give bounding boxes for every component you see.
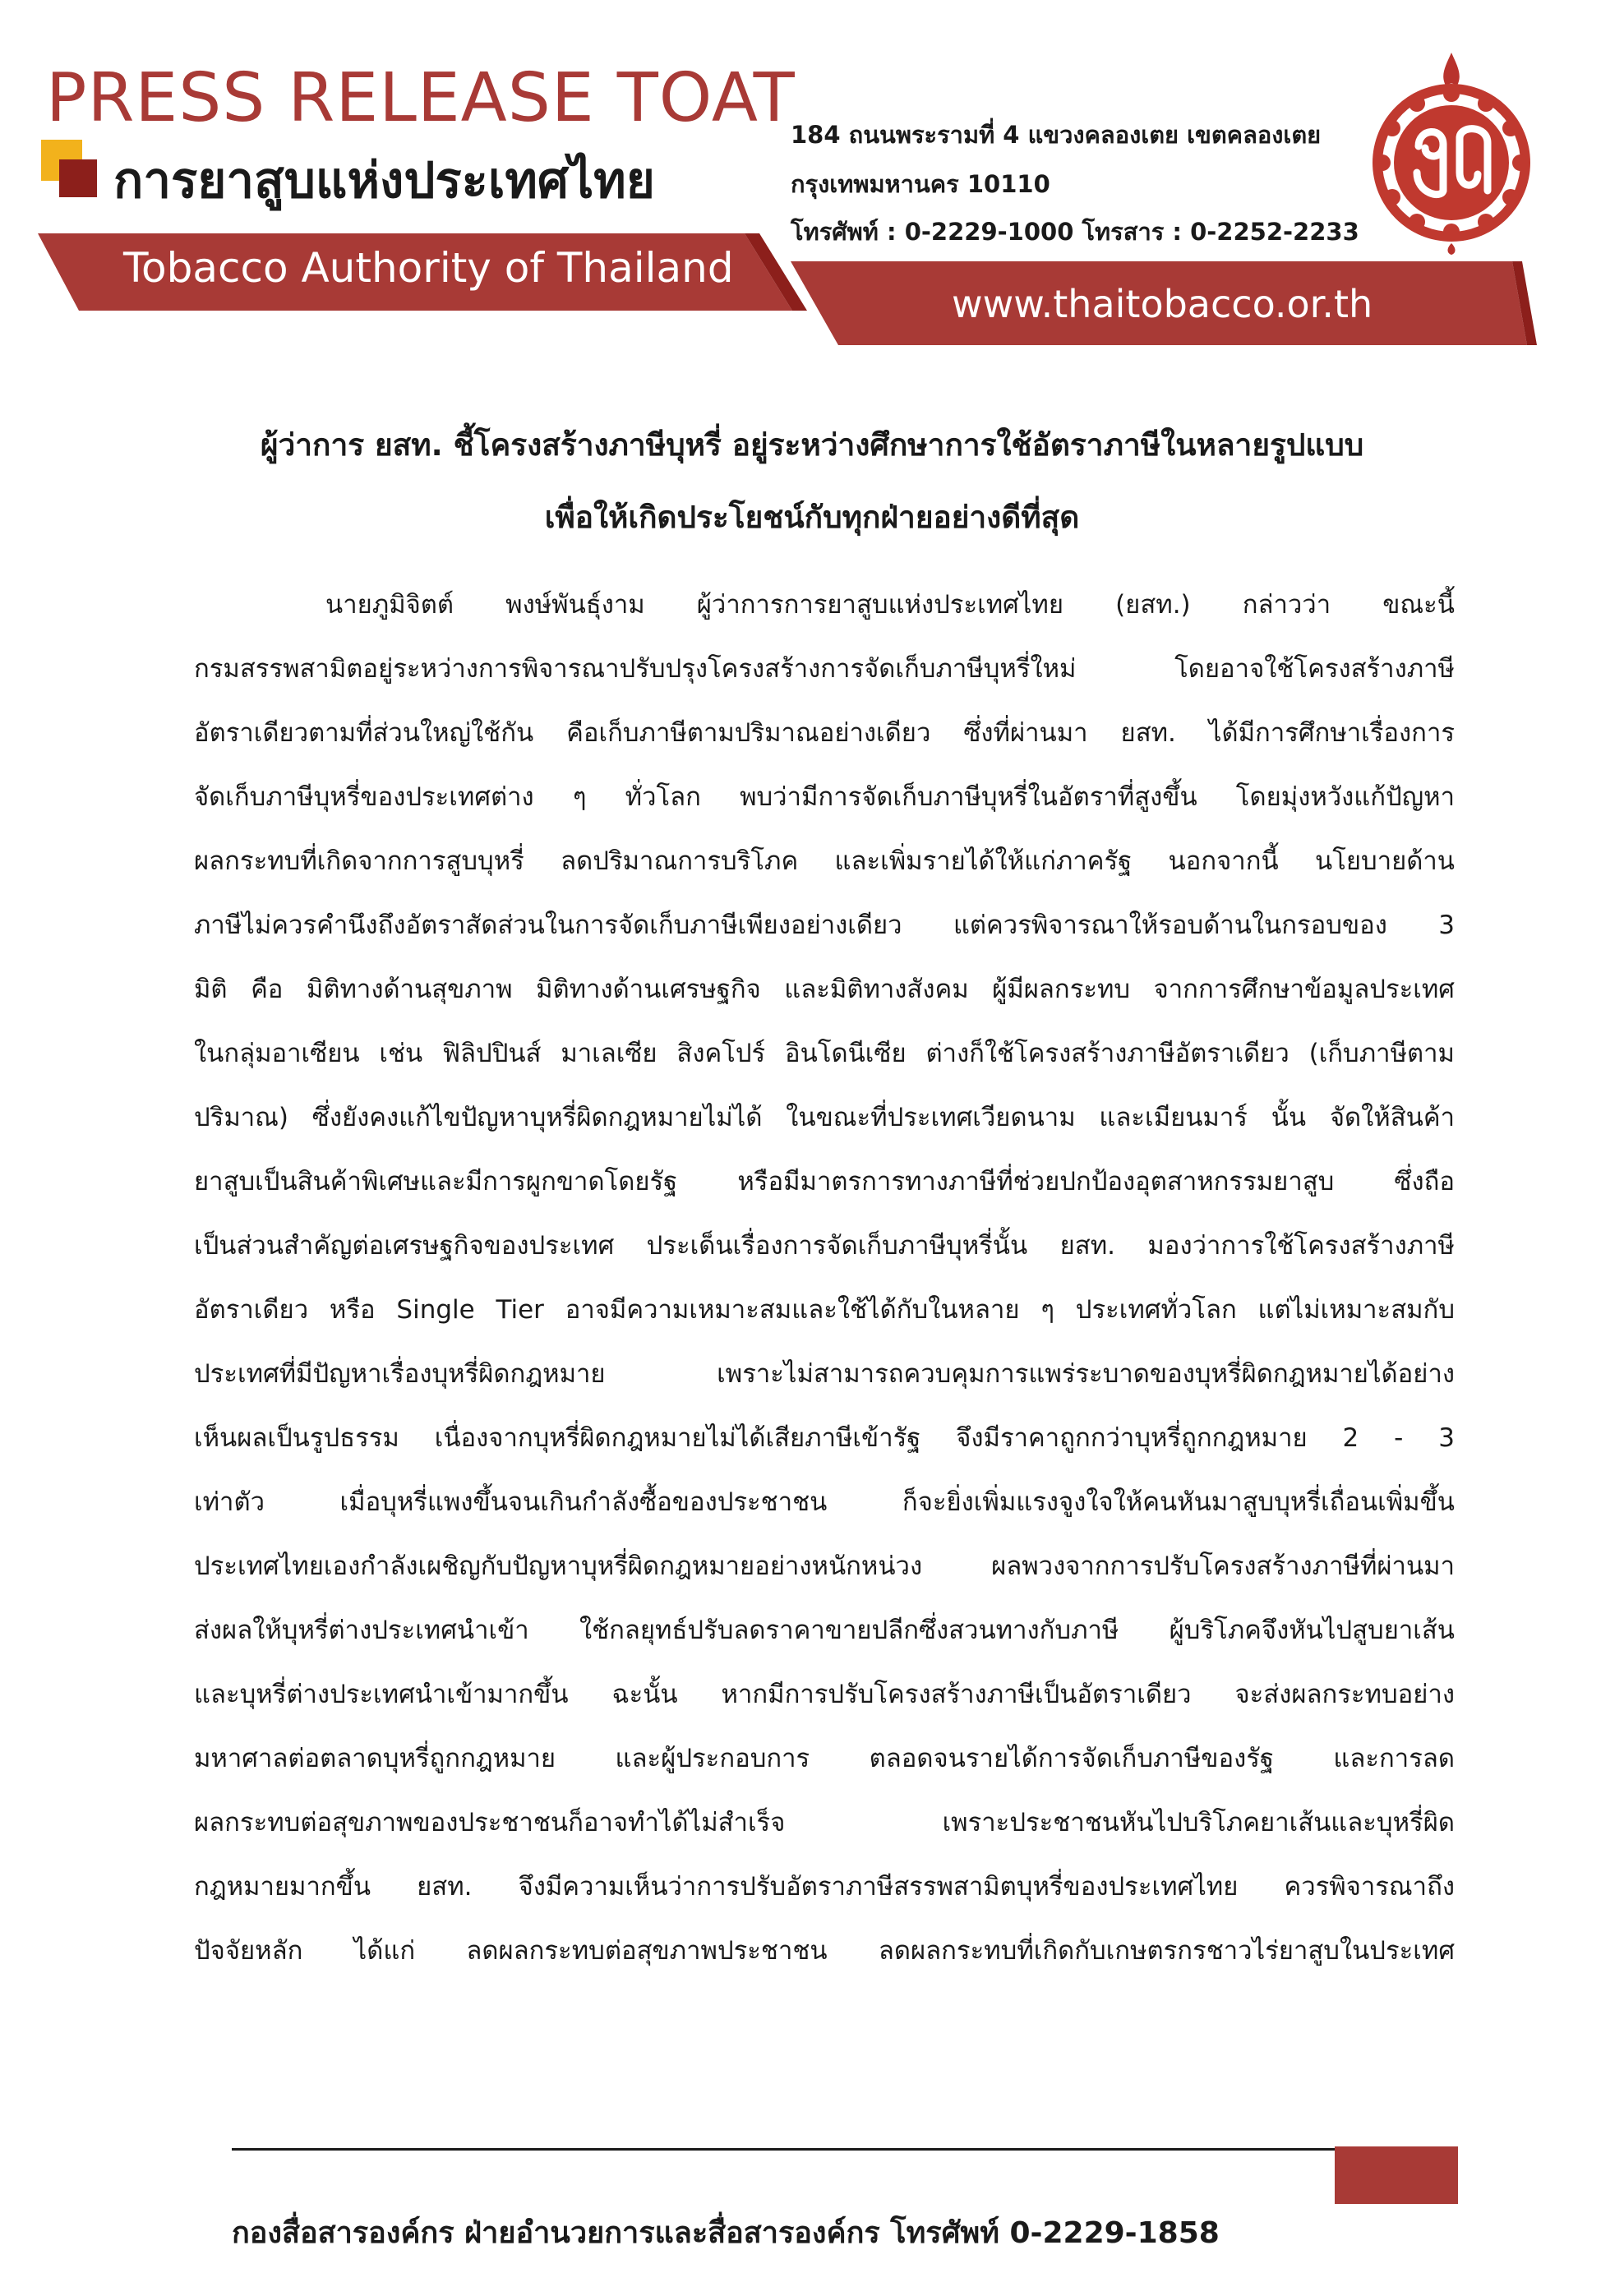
body-line: เป็นส่วนสำคัญต่อเศรษฐกิจของประเทศ ประเด็นเรื่องการจัดเก็บภาษีบุหรี่นั้น ยสท. มองว่าการใช้โครงสร้างภาษี: [194, 1231, 1455, 1261]
footer-divider: [232, 2148, 1458, 2151]
address-line-1: 184 ถนนพระรามที่ 4 แขวงคลองเตย เขตคลองเตย: [791, 121, 1322, 149]
body-line: อัตราเดียว หรือ Single Tier อาจมีความเหมาะสมและใช้ได้กับในหลาย ๆ ประเทศทั่วโลก แต่ไม่เหมาะสมกับ: [194, 1295, 1455, 1325]
website-url: www.thaitobacco.or.th: [952, 282, 1373, 326]
body-line: ประเทศไทยเองกำลังเผชิญกับปัญหาบุหรี่ผิดกฎหมายอย่างหนักหน่วง ผลพวงจากการปรับโครงสร้างภาษีที่ผ่านมา: [194, 1551, 1455, 1581]
org-name-english: Tobacco Authority of Thailand: [123, 244, 734, 292]
body-line: ปัจจัยหลัก ได้แก่ ลดผลกระทบต่อสุขภาพประชาชน ลดผลกระทบที่เกิดกับเกษตรกรชาวไร่ยาสูบในประเทศ: [194, 1936, 1455, 1966]
body-line: ผลกระทบที่เกิดจากการสูบบุหรี่ ลดปริมาณการบริโภค และเพิ่มรายได้ให้แก่ภาครัฐ นอกจากนี้ นโยบายด้าน: [194, 846, 1455, 876]
press-release-heading: PRESS RELEASE TOAT: [46, 59, 796, 137]
address-line-2: กรุงเทพมหานคร 10110: [791, 170, 1050, 198]
body-line: อัตราเดียวตามที่ส่วนใหญ่ใช้กัน คือเก็บภาษีตามปริมาณอย่างเดียว ซึ่งที่ผ่านมา ยสท. ได้มีการศึกษาเรื่องการ: [194, 718, 1455, 748]
body-line: มิติ คือ มิติทางด้านสุขภาพ มิติทางด้านเศรษฐกิจ และมิติทางสังคม ผู้มีผลกระทบ จากการศึกษาข้อมูลประเทศ: [194, 975, 1455, 1004]
headline-line-1: ผู้ว่าการ ยสท. ชี้โครงสร้างภาษีบุหรี่ อยู่ระหว่างศึกษาการใช้อัตราภาษีในหลายรูปแบบ: [260, 427, 1364, 463]
footer-contact: กองสื่อสารองค์กร ฝ่ายอำนวยการและสื่อสารองค์กร โทรศัพท์ 0-2229-1858: [232, 2216, 1220, 2250]
body-line: นายภูมิจิตต์ พงษ์พันธุ์งาม ผู้ว่าการการยาสูบแห่งประเทศไทย (ยสท.) กล่าวว่า ขณะนี้: [325, 590, 1455, 620]
body-line: จัดเก็บภาษีบุหรี่ของประเทศต่าง ๆ ทั่วโลก พบว่ามีการจัดเก็บภาษีบุหรี่ในอัตราที่สูงขึ้น โดยมุ่งหวังแก้ปัญหา: [194, 782, 1455, 812]
body-line: ประเทศที่มีปัญหาเรื่องบุหรี่ผิดกฎหมาย เพราะไม่สามารถควบคุมการแพร่ระบาดของบุหรี่ผิดกฎหมายได้อย่าง: [194, 1359, 1455, 1389]
body-line: กรมสรรพสามิตอยู่ระหว่างการพิจารณาปรับปรุงโครงสร้างการจัดเก็บภาษีบุหรี่ใหม่ โดยอาจใช้โครงสร้างภาษี: [194, 654, 1455, 684]
body-line: ภาษีไม่ควรคำนึงถึงอัตราสัดส่วนในการจัดเก็บภาษีเพียงอย่างเดียว แต่ควรพิจารณาให้รอบด้านในกรอบของ 3: [194, 911, 1455, 940]
body-line: กฎหมายมากขึ้น ยสท. จึงมีความเห็นว่าการปรับอัตราภาษีสรรพสามิตบุหรี่ของประเทศไทย ควรพิจารณาถึง: [194, 1872, 1455, 1902]
body-line: เห็นผลเป็นรูปธรรม เนื่องจากบุหรี่ผิดกฎหมายไม่ได้เสียภาษีเข้ารัฐ จึงมีราคาถูกกว่าบุหรี่ถูกกฎหมาย 2 - 3: [194, 1423, 1455, 1453]
body-line: ส่งผลให้บุหรี่ต่างประเทศนำเข้า ใช้กลยุทธ์ปรับลดราคาขายปลีกซึ่งสวนทางกับภาษี ผู้บริโภคจึงหันไปสูบยาเส้น: [194, 1616, 1455, 1645]
org-name-thai: การยาสูบแห่งประเทศไทย: [113, 152, 655, 210]
accent-square-red: [59, 159, 97, 197]
body-line: เท่าตัว เมื่อบุหรี่แพงขึ้นจนเกินกำลังซื้อของประชาชน ก็จะยิ่งเพิ่มแรงจูงใจให้คนหันมาสูบบุหรี่เถื่อนเพิ่มขึ้น: [194, 1487, 1455, 1517]
headline-line-2: เพื่อให้เกิดประโยชน์กับทุกฝ่ายอย่างดีที่สุด: [544, 500, 1080, 535]
footer-accent-block: [1335, 2146, 1458, 2204]
body-line: และบุหรี่ต่างประเทศนำเข้ามากขึ้น ฉะนั้น หากมีการปรับโครงสร้างภาษีเป็นอัตราเดียว จะส่งผลกระทบอย่าง: [194, 1680, 1455, 1709]
body-line: ปริมาณ) ซึ่งยังคงแก้ไขปัญหาบุหรี่ผิดกฎหมายไม่ได้ ในขณะที่ประเทศเวียดนาม และเมียนมาร์ นั้น จัดให้สินค้า: [194, 1103, 1455, 1132]
body-line: มหาศาลต่อตลาดบุหรี่ถูกกฎหมาย และผู้ประกอบการ ตลอดจนรายได้การจัดเก็บภาษีของรัฐ และการลด: [194, 1744, 1455, 1773]
body-line: ยาสูบเป็นสินค้าพิเศษและมีการผูกขาดโดยรัฐ หรือมีมาตรการทางภาษีที่ช่วยปกป้องอุตสาหกรรมยาสูบ ซึ่งถือ: [194, 1167, 1455, 1196]
toat-emblem-icon: [1368, 49, 1535, 255]
contact-line: โทรศัพท์ : 0-2229-1000 โทรสาร : 0-2252-2233: [791, 218, 1359, 246]
body-line: ผลกระทบต่อสุขภาพของประชาชนก็อาจทำได้ไม่สำเร็จ เพราะประชาชนหันไปบริโภคยาเส้นและบุหรี่ผิด: [194, 1808, 1455, 1837]
body-line: ในกลุ่มอาเซียน เช่น ฟิลิปปินส์ มาเลเซีย สิงคโปร์ อินโดนีเซีย ต่างก็ใช้โครงสร้างภาษีอัตราเดียว (เก็บภาษีตาม: [194, 1039, 1455, 1068]
